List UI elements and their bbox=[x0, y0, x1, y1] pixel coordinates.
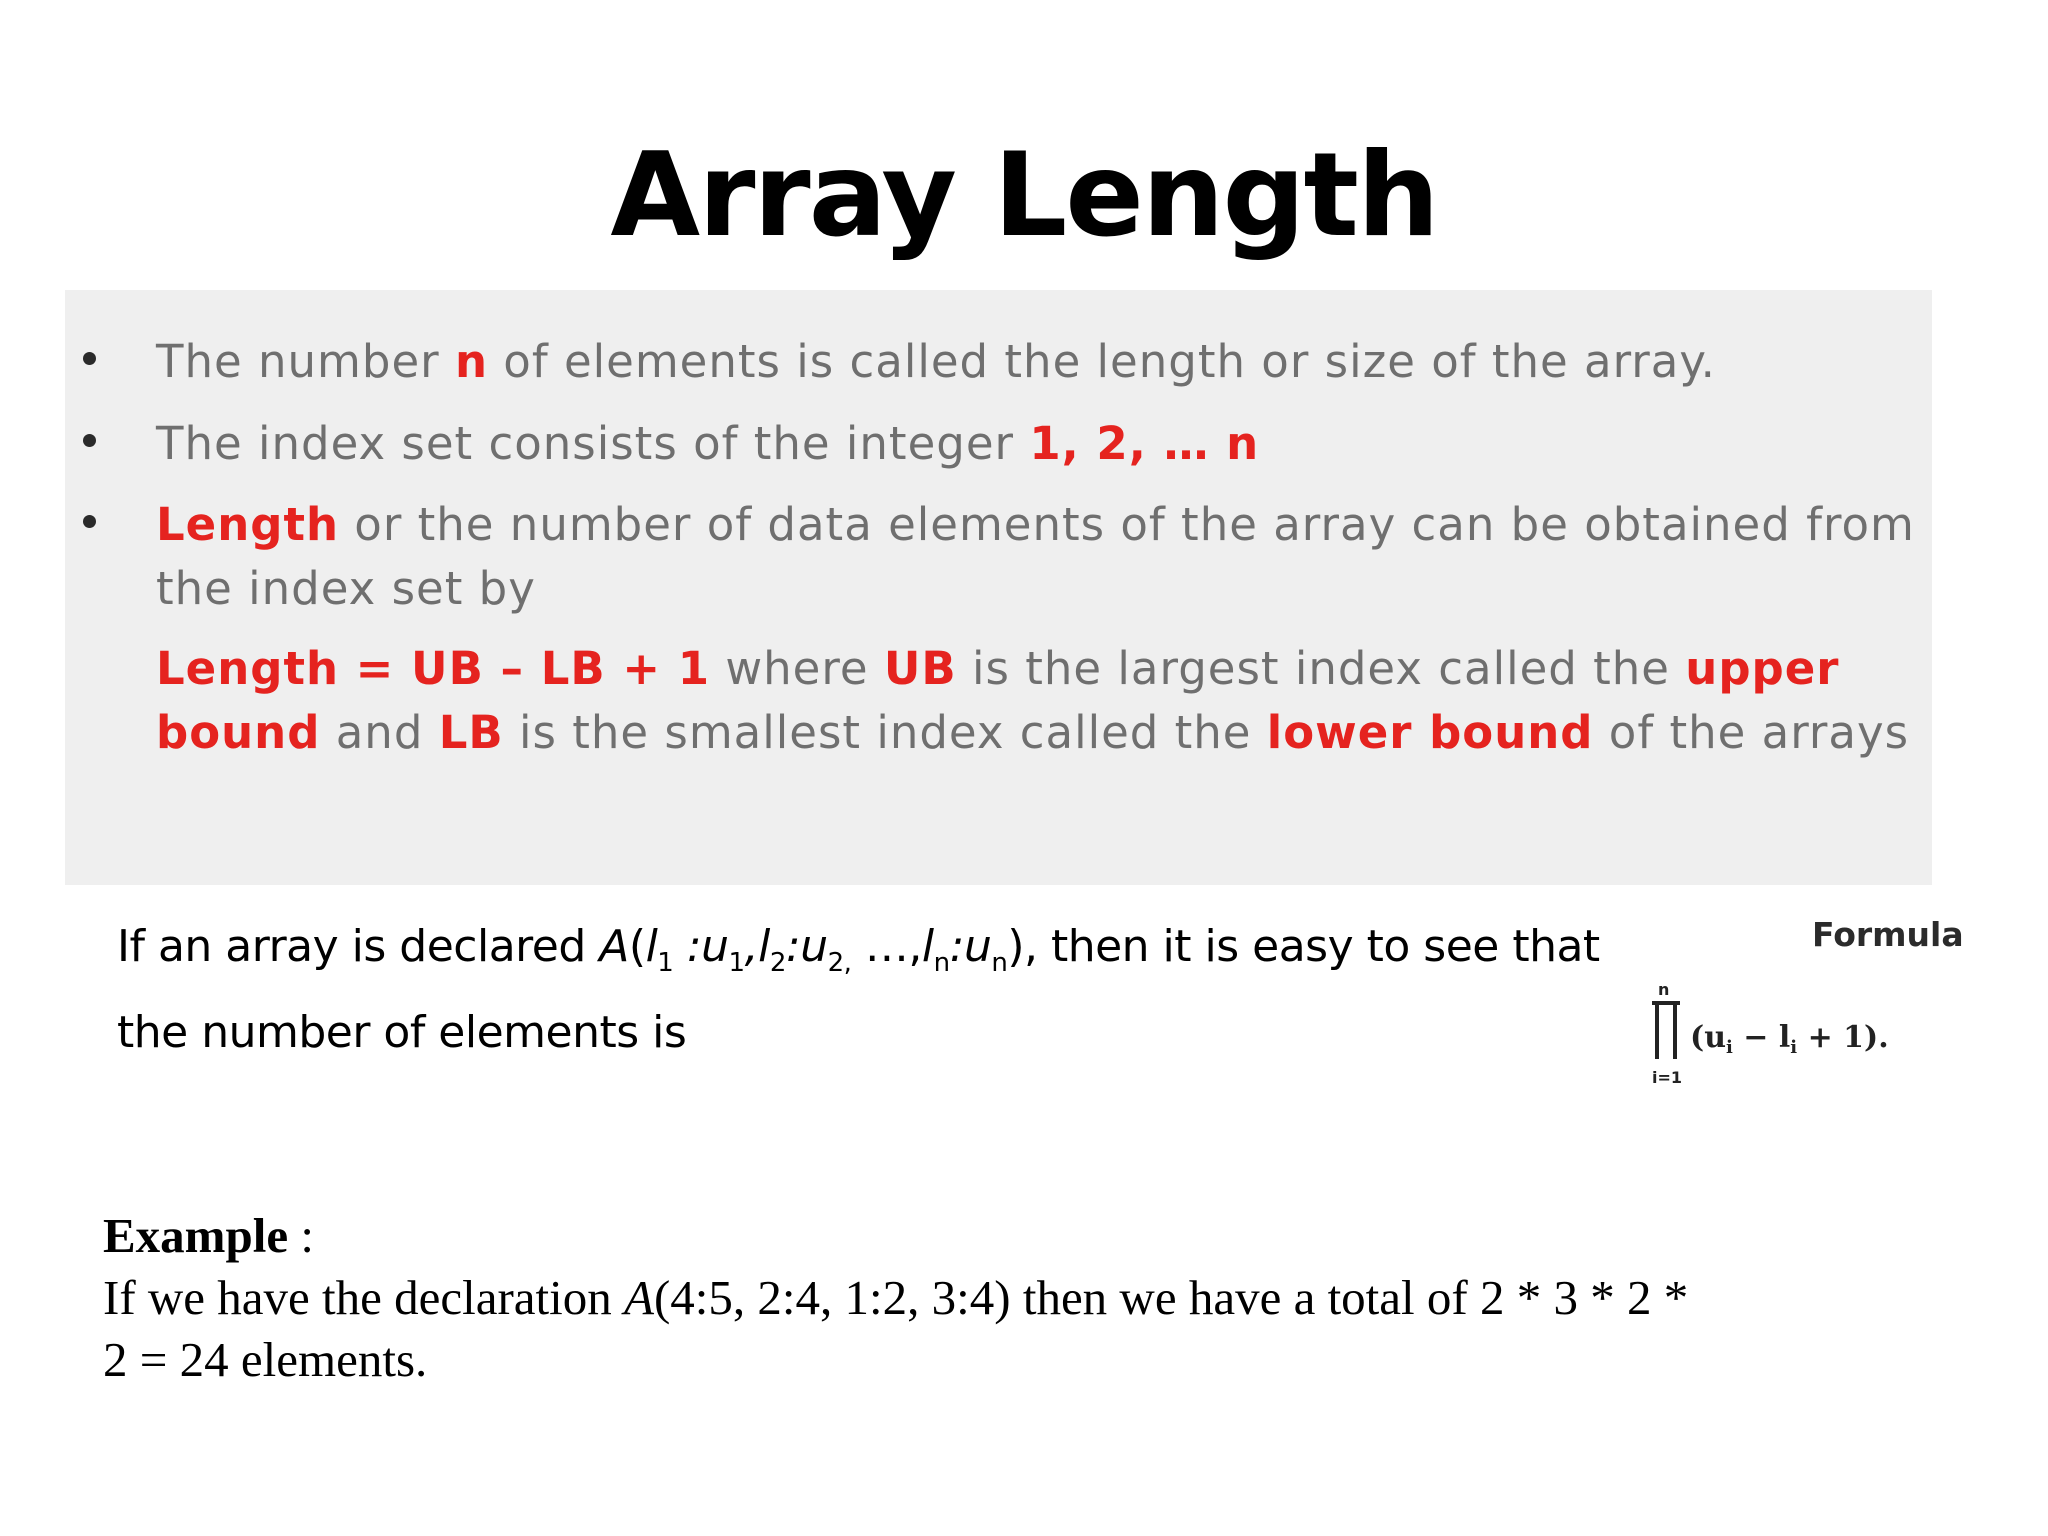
highlight-lb: LB bbox=[438, 706, 504, 759]
bullet-dot-icon bbox=[83, 352, 96, 365]
expr-part: + 1). bbox=[1797, 1020, 1889, 1055]
example-part: If we have the declaration bbox=[103, 1270, 625, 1325]
decl-part: : bbox=[949, 921, 964, 972]
bullet-dot-icon bbox=[83, 434, 96, 447]
bullet-text bbox=[156, 493, 1916, 621]
product-upper-limit: n bbox=[1658, 980, 1670, 999]
decl-var: l bbox=[645, 921, 658, 972]
bullet-text bbox=[156, 412, 1916, 476]
expr-sub: i bbox=[1790, 1037, 1798, 1058]
bullet-text-part: of elements is called the length or size of the array. bbox=[487, 335, 1716, 388]
highlight-lower-bound: lower bound bbox=[1266, 706, 1594, 759]
product-expression bbox=[1690, 1020, 1889, 1058]
definition-panel bbox=[65, 290, 1932, 885]
example-array-name: A bbox=[624, 1270, 654, 1325]
highlight-index-range: 1, 2, … n bbox=[1029, 417, 1260, 470]
decl-var: u bbox=[963, 921, 992, 972]
decl-part: : bbox=[785, 921, 801, 972]
decl-part: If an array is declared bbox=[117, 921, 600, 972]
text-part: of the arrays bbox=[1593, 706, 1910, 759]
decl-part: , then it is easy to see that the number of elements is bbox=[117, 921, 1600, 1058]
decl-var: l bbox=[758, 921, 770, 972]
slide-title: Array Length bbox=[610, 128, 1438, 263]
declaration-text bbox=[117, 912, 1657, 1068]
expr-part: − l bbox=[1732, 1020, 1791, 1055]
decl-var: l bbox=[921, 921, 934, 972]
example-colon: : bbox=[288, 1208, 314, 1263]
highlight-n: n bbox=[454, 335, 488, 388]
length-formula: Length = UB – LB + 1 bbox=[156, 642, 711, 695]
decl-sub: n bbox=[933, 947, 950, 978]
formula-figure bbox=[1630, 905, 2010, 1125]
decl-sub: 1 bbox=[657, 947, 674, 978]
decl-sub: 1 bbox=[728, 947, 745, 978]
decl-sub: 2 bbox=[769, 947, 786, 978]
example-heading-line bbox=[103, 1205, 1703, 1267]
decl-array-name: A bbox=[599, 921, 629, 972]
product-lower-limit: i=1 bbox=[1652, 1068, 1683, 1087]
bullet-text-part: The index set consists of the integer bbox=[156, 417, 1030, 470]
expr-sub: i bbox=[1726, 1037, 1733, 1058]
product-symbol bbox=[1652, 1003, 1680, 1059]
decl-part: …, bbox=[851, 921, 922, 972]
decl-var: u bbox=[701, 921, 729, 972]
bullet-dot-icon bbox=[83, 515, 96, 528]
expr-part: (u bbox=[1690, 1020, 1727, 1055]
example-body bbox=[103, 1267, 1703, 1391]
decl-sub: n bbox=[991, 947, 1008, 978]
text-part: is the smallest index called the bbox=[503, 706, 1267, 759]
decl-part: ) bbox=[1007, 921, 1024, 972]
text-part: where bbox=[710, 642, 884, 695]
decl-var: u bbox=[800, 921, 828, 972]
example-heading: Example bbox=[103, 1208, 289, 1263]
formula-label: Formula bbox=[1812, 915, 1964, 954]
text-part: and bbox=[320, 706, 439, 759]
length-formula-paragraph bbox=[156, 637, 1916, 765]
highlight-ub: UB bbox=[883, 642, 957, 695]
text-part: is the largest index called the bbox=[956, 642, 1686, 695]
bullet-text-part: or the number of data elements of the array can be obtained from the index set by bbox=[156, 498, 1915, 615]
decl-part: ( bbox=[628, 921, 646, 972]
example-part: (4:5, 2:4, 1:2, 3:4) then we have a total of 2 * 3 * 2 * 2 = 24 elements. bbox=[103, 1270, 1689, 1387]
bullet-text-part: The number bbox=[156, 335, 455, 388]
decl-part: : bbox=[673, 921, 702, 972]
highlight-length: Length bbox=[156, 498, 339, 551]
highlight-upper-bound: upper bound bbox=[156, 642, 1840, 759]
decl-sub: 2, bbox=[827, 947, 852, 978]
product-formula-icon bbox=[1630, 975, 2010, 1125]
example-block bbox=[103, 1205, 1703, 1391]
bullet-text bbox=[156, 330, 1916, 394]
decl-part: , bbox=[744, 921, 759, 972]
